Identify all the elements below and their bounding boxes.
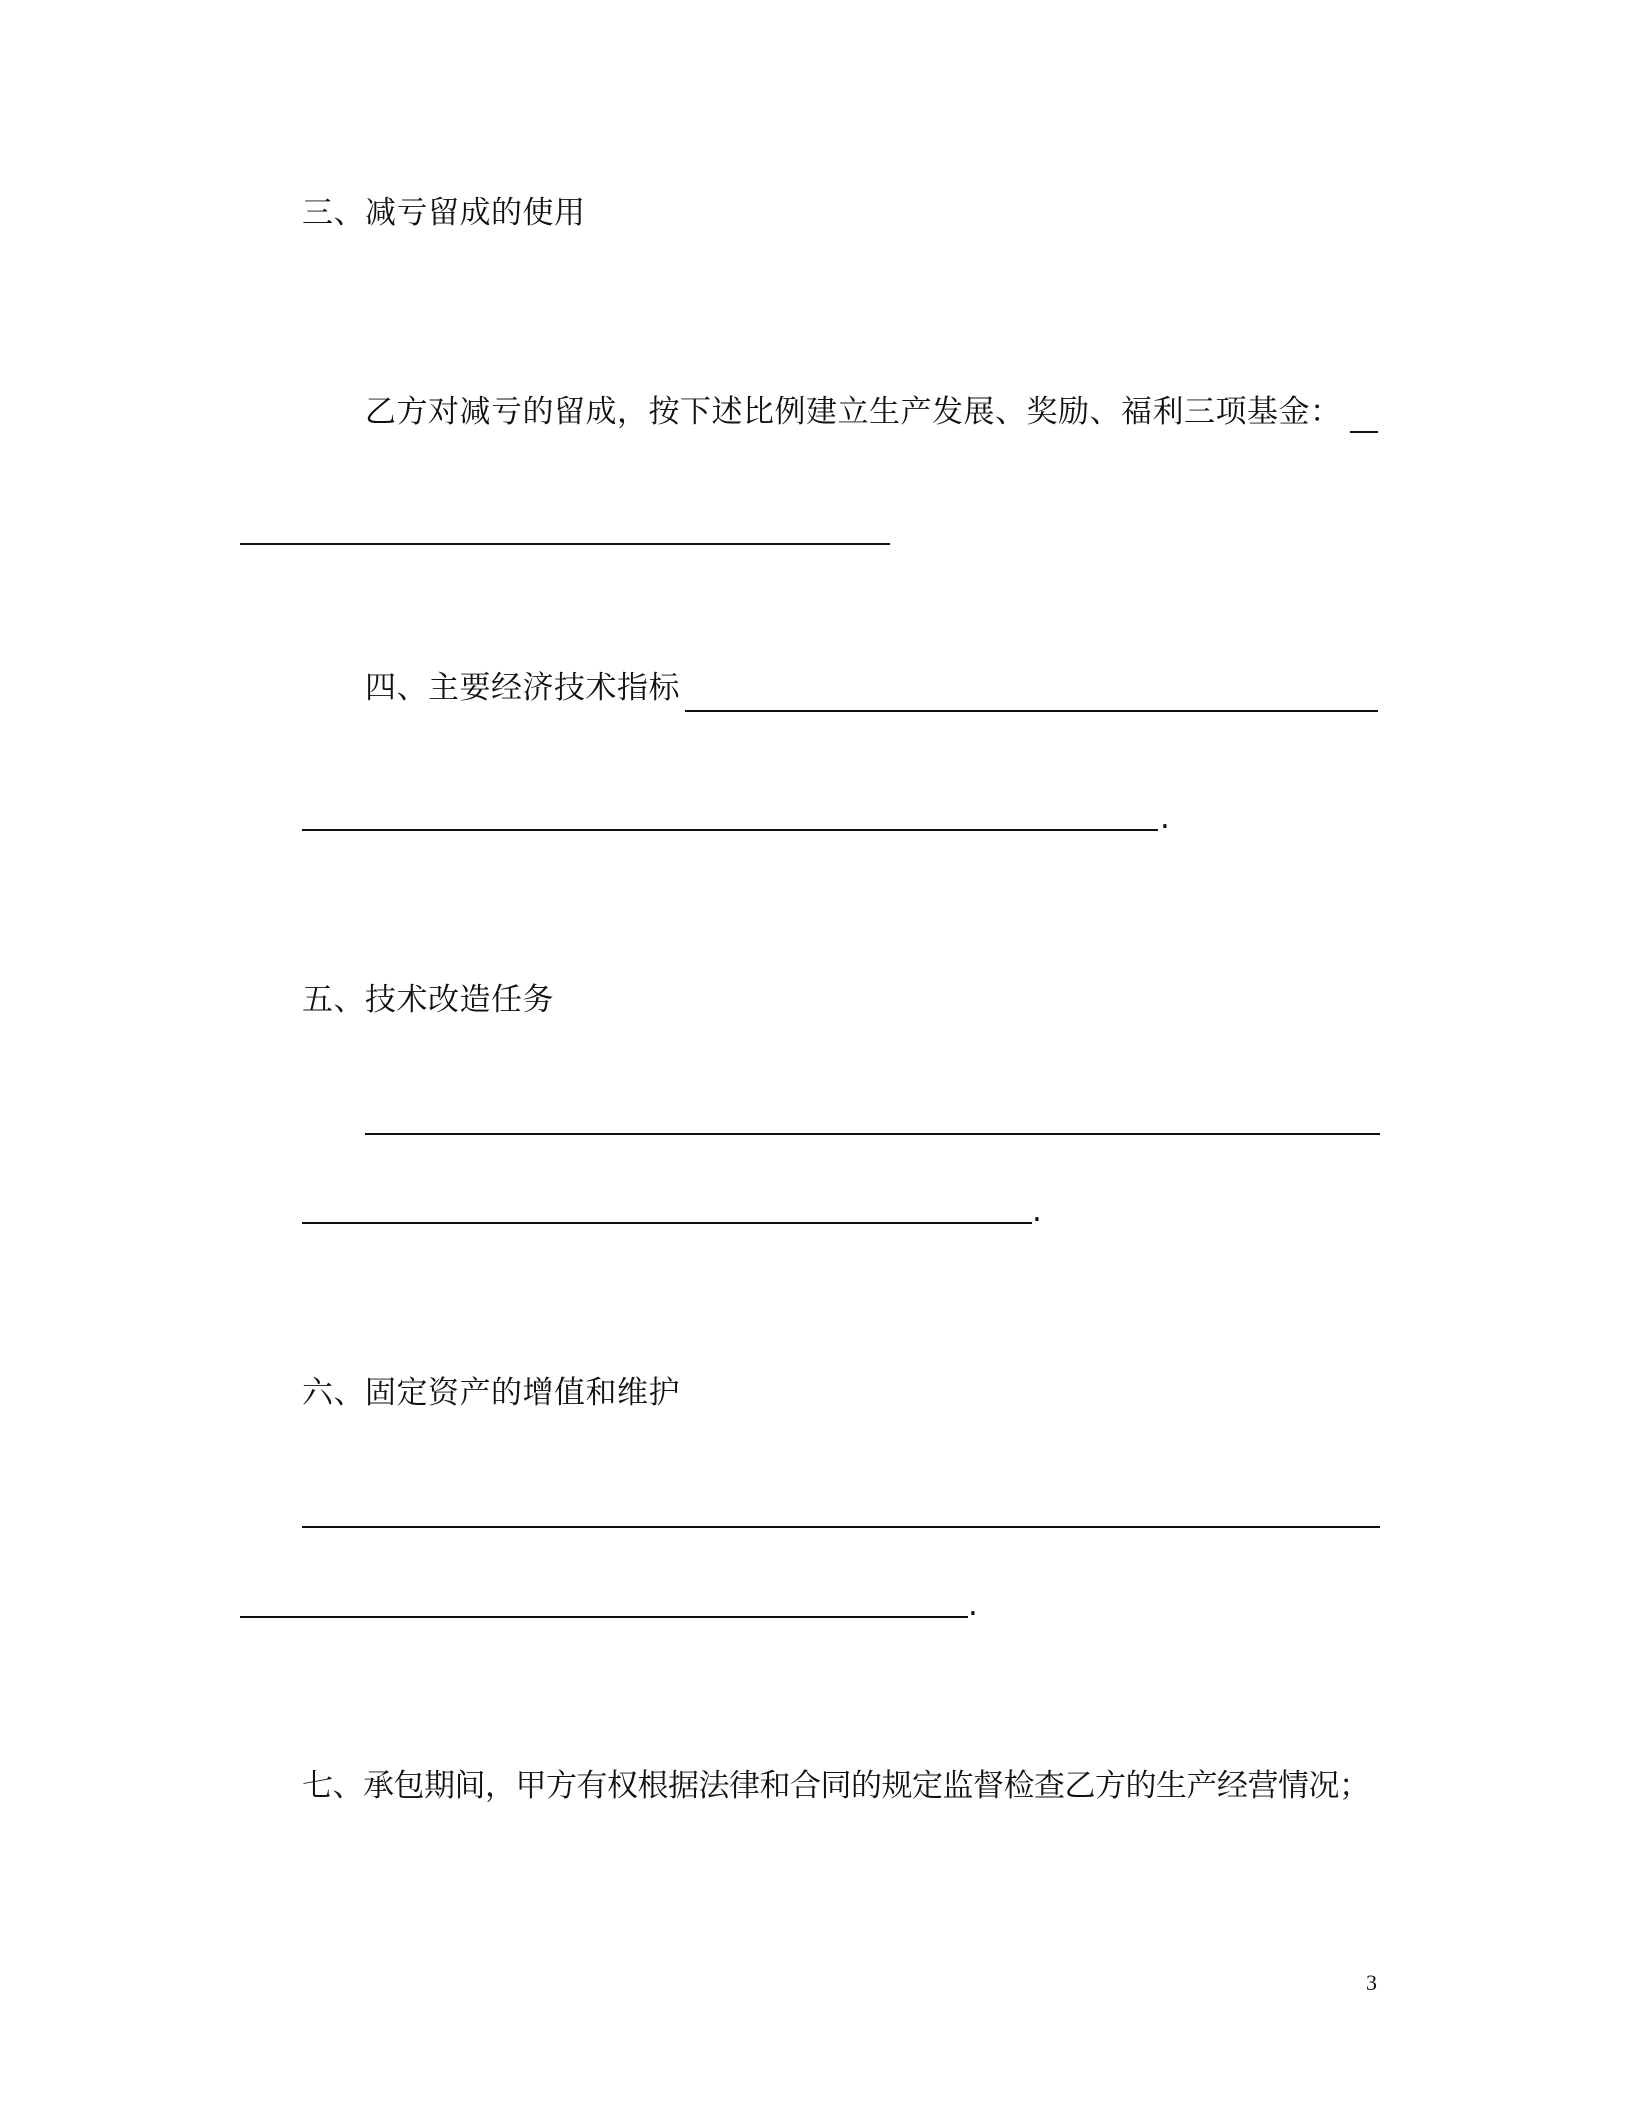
fill-in-blank-line[interactable] [365,1133,1380,1135]
section-4-heading: 四、主要经济技术指标 [365,670,680,706]
fill-in-blank-line[interactable] [302,1222,1032,1224]
fill-in-blank-line[interactable] [240,543,890,545]
line-end-period: . [1032,1193,1042,1229]
fill-in-blank-line[interactable] [302,1526,1380,1528]
section-7-heading: 七、承包期间，甲方有权根据法律和合同的规定监督检查乙方的生产经营情况； [302,1768,1370,1804]
fill-in-blank-line[interactable] [302,829,1158,831]
section-3-body: 乙方对减亏的留成，按下述比例建立生产发展、奖励、福利三项基金： [365,394,1342,430]
line-end-period: . [968,1587,978,1623]
section-6-heading: 六、固定资产的增值和维护 [302,1375,680,1411]
section-5-heading: 五、技术改造任务 [302,982,554,1018]
fill-in-blank-line[interactable] [240,1616,968,1618]
page-number: 3 [1366,1970,1377,1995]
fill-in-blank-line[interactable] [1350,431,1378,433]
line-end-period: . [1160,800,1170,836]
section-3-heading: 三、减亏留成的使用 [302,195,586,231]
fill-in-blank-line[interactable] [685,710,1378,712]
